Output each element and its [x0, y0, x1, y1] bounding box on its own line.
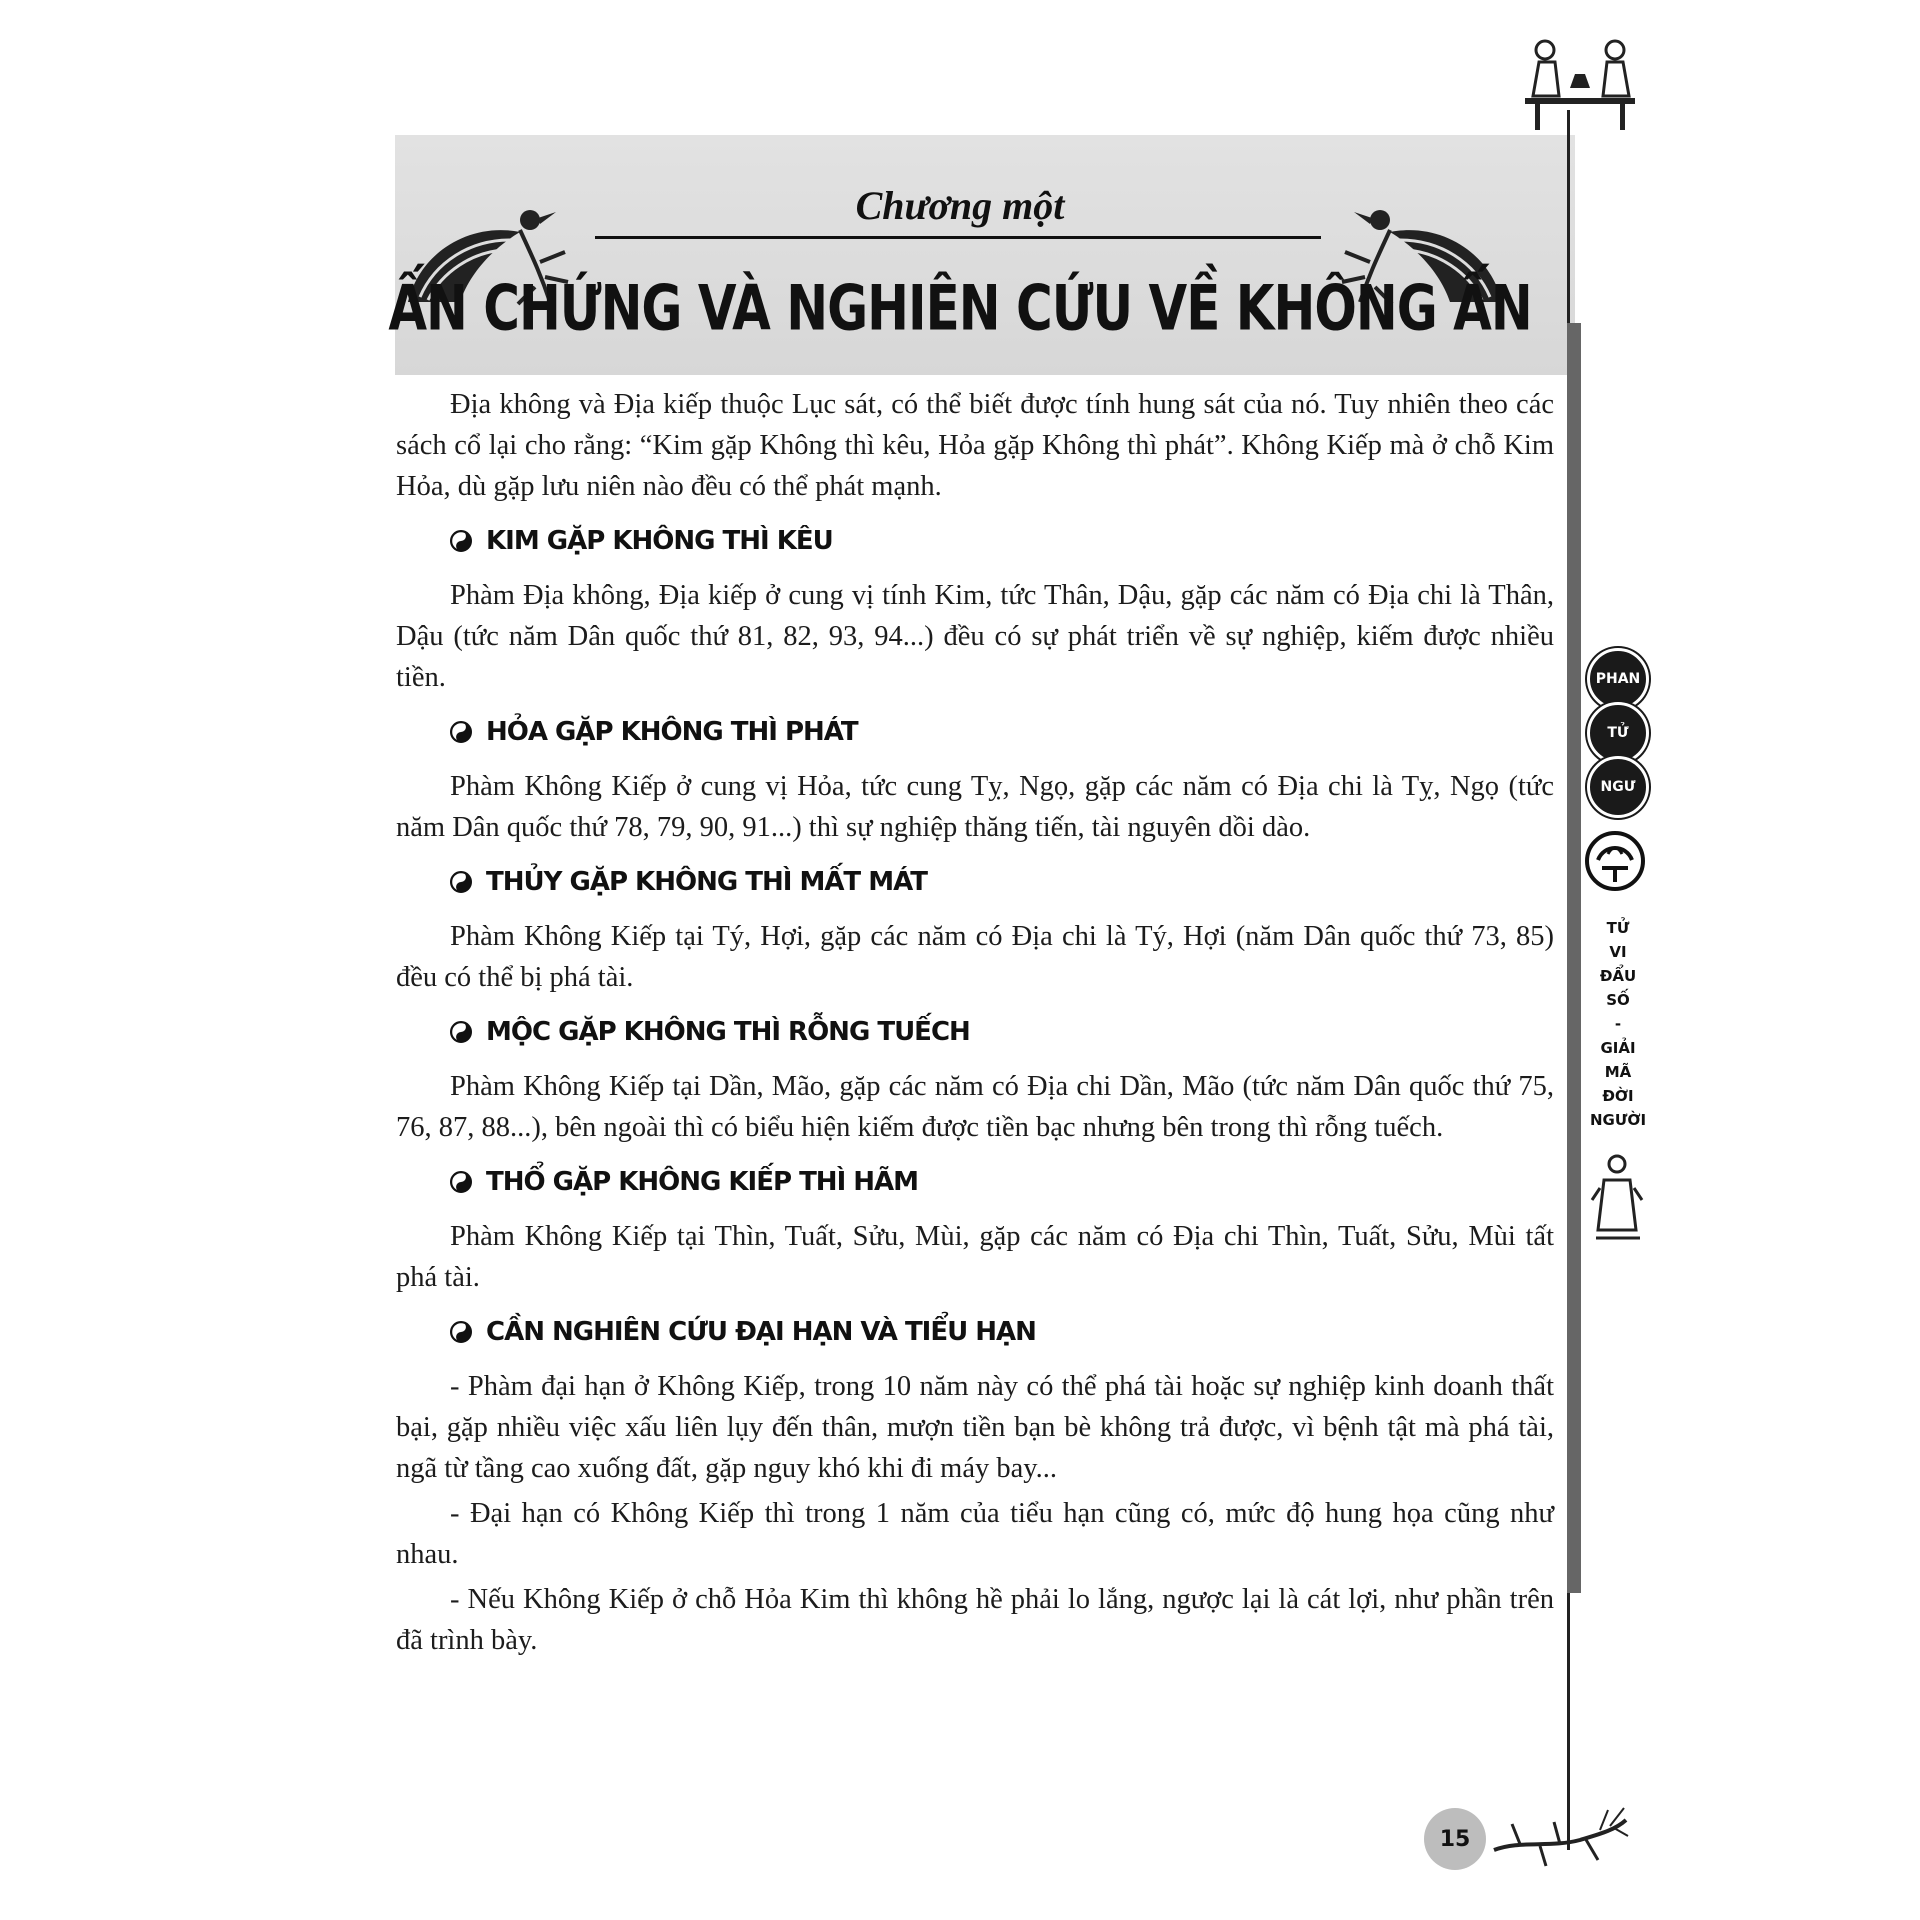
page-number: 15 — [1424, 1808, 1486, 1870]
list-item: - Đại hạn có Không Kiếp thì trong 1 năm của tiểu hạn cũng có, mức độ hung họa cũng như nhau. — [396, 1498, 1554, 1570]
rail-vertical-title: TỬ VI ĐẨU SỐ - GIẢI MÃ ĐỜI NGƯỜI — [1589, 919, 1647, 1129]
intro-paragraph: Địa không và Địa kiếp thuộc Lục sát, có thể biết được tính hung sát của nó. Tuy nhiên theo các sách cổ lại cho rằng: “Kim gặp Không thì kêu, Hỏa gặp Không thì phát”. Không Kiếp mà ở chỗ Kim Hỏa, dù gặp lưu niên nào đều có thể phát mạnh. — [396, 389, 1554, 502]
section-heading-text: KIM GẶP KHÔNG THÌ KÊU — [486, 525, 833, 556]
chapter-label: Chương một — [855, 183, 1065, 228]
section-paragraph: Phàm Không Kiếp tại Tý, Hợi, gặp các năm có Địa chi là Tý, Hợi (năm Dân quốc thứ 73, 85) đều có thể bị phá tài. — [396, 921, 1554, 993]
branch-ornament-icon — [1490, 1800, 1630, 1880]
yin-yang-icon — [450, 721, 472, 743]
section-heading — [450, 710, 1554, 754]
list-item: - Phàm đại hạn ở Không Kiếp, trong 10 năm này có thể phá tài hoặc sự nghiệp kinh doanh thất bại, gặp nhiều việc xấu liên lụy đến thân, mượn tiền bạn bè không trả được, vì bệnh tật mà phá tài, ngã từ tầng cao xuống đất, gặp nguy khó khi đi máy bay... — [396, 1371, 1554, 1484]
yin-yang-icon — [450, 1021, 472, 1043]
yin-yang-icon — [450, 1321, 472, 1343]
section-heading — [450, 1310, 1554, 1354]
section-paragraph: Phàm Địa không, Địa kiếp ở cung vị tính Kim, tức Thân, Dậu, gặp các năm có Địa chi là Thân, Dậu (tức năm Dân quốc thứ 81, 82, 93, 94...) đều có sự phát triển về sự nghiệp, kiếm được nhiều tiền. — [396, 580, 1554, 693]
section-heading-text: CẦN NGHIÊN CỨU ĐẠI HẠN VÀ TIỂU HẠN — [486, 1316, 1036, 1347]
section-heading — [450, 1010, 1554, 1054]
section-heading — [450, 519, 1554, 563]
scholars-illustration-icon — [1515, 28, 1645, 133]
yin-yang-icon — [450, 530, 472, 552]
figure-illustration-icon — [1590, 1150, 1645, 1245]
section-paragraph: Phàm Không Kiếp tại Dần, Mão, gặp các năm có Địa chi Dần, Mão (tức năm Dân quốc thứ 75, 76, 87, 88...), bên ngoài thì có biểu hiện kiếm được tiền bạc nhưng bên trong thì rỗng tuếch. — [396, 1071, 1554, 1143]
section-heading-text: MỘC GẶP KHÔNG THÌ RỖNG TUẾCH — [486, 1016, 970, 1047]
list-item: - Nếu Không Kiếp ở chỗ Hỏa Kim thì không hề phải lo lắng, ngược lại là cát lợi, như phần trên đã trình bày. — [396, 1584, 1554, 1656]
section-heading — [450, 1160, 1554, 1204]
yin-yang-icon — [450, 1171, 472, 1193]
section-heading-text: THỔ GẶP KHÔNG KIẾP THÌ HÃM — [486, 1166, 919, 1197]
rail-badge: PHAN — [1587, 648, 1649, 710]
rail-badge: TỬ — [1587, 702, 1649, 764]
section-heading-text: HỎA GẶP KHÔNG THÌ PHÁT — [486, 716, 858, 747]
lotus-emblem-icon — [1584, 830, 1646, 892]
chapter-title: ẤN CHỨNG VÀ NGHIÊN CỨU VỀ KHÔNG ẤN — [388, 272, 1532, 345]
section-paragraph: Phàm Không Kiếp ở cung vị Hỏa, tức cung Tỵ, Ngọ, gặp các năm có Địa chi là Tỵ, Ngọ (tức năm Dân quốc thứ 78, 79, 90, 91...) thì sự nghiệp thăng tiến, tài nguyên dồi dào. — [396, 771, 1554, 843]
banner-divider — [595, 236, 1321, 239]
section-paragraph: Phàm Không Kiếp tại Thìn, Tuất, Sửu, Mùi, gặp các năm có Địa chi Thìn, Tuất, Sửu, Mùi tất phá tài. — [396, 1221, 1554, 1293]
rail-badge: NGƯ — [1587, 756, 1649, 818]
section-heading — [450, 860, 1554, 904]
body-text — [396, 384, 1554, 1665]
section-heading-text: THỦY GẶP KHÔNG THÌ MẤT MÁT — [486, 866, 927, 897]
yin-yang-icon — [450, 871, 472, 893]
